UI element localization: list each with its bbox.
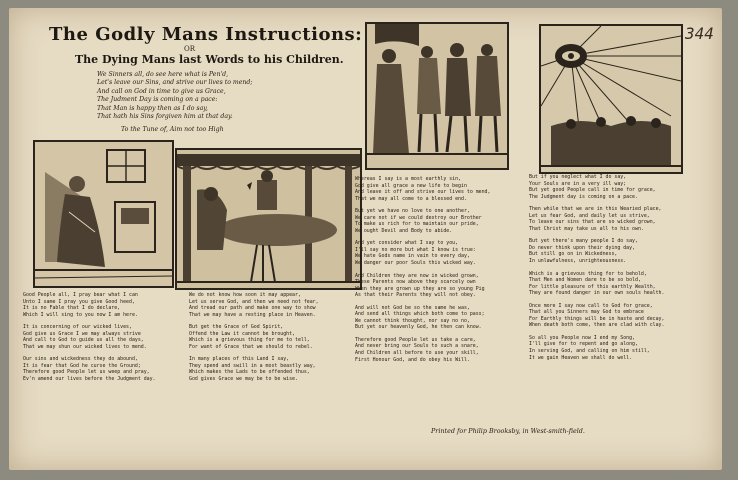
broadside-sheet: [9, 8, 722, 470]
stanza: [355, 337, 521, 363]
verse-line: Which is a grievous thing for to behold,: [529, 270, 647, 277]
verse-line: Which I will sing to you now I am here.: [23, 311, 138, 318]
verse-line: Therefore good People let us take a care,: [355, 336, 476, 343]
stanza: [355, 305, 521, 331]
intro-line: That hath his Sins forgiven him at that day.: [97, 113, 233, 121]
verse-line: When they are grown up they are so young Pig: [355, 285, 485, 292]
verse-line: Unto I same I pray you give Good heed,: [23, 298, 135, 305]
or-line: OR: [184, 45, 196, 53]
verse-column-3: [355, 176, 521, 369]
verse-line: These Parents now above they scarcely own: [355, 279, 476, 286]
verse-column-2: [189, 292, 352, 389]
verse-line: I'll say no more but what I know is true:: [355, 246, 476, 253]
verse-line: In unlawfulness, unrighteousness.: [529, 258, 627, 265]
verse-line: And Children they are now in wicked grown,: [355, 272, 479, 279]
verse-line: We care not if we could destroy our Brother: [355, 214, 482, 221]
verse-line: It is no Fable that I do declare,: [23, 305, 121, 312]
verse-line: For Earthly things will be in haste and decay,: [529, 315, 665, 322]
verse-line: Then while that we are in this Wearied place,: [529, 206, 662, 213]
verse-line: In many places of this Land I say,: [189, 356, 290, 363]
printer-imprint: Printed for Philip Brooksby, in West-smith-field.: [431, 427, 585, 435]
stanza: [23, 356, 186, 382]
verse-line: And leave it off and strive our lives to mend,: [355, 189, 491, 196]
verse-line: God give us Grace I we may always strive: [23, 330, 141, 337]
woodcut-group-figures: [365, 22, 509, 170]
verse-line: But yet we have no love to one another,: [355, 208, 470, 215]
verse-line: Offend the Law it cannot be brought,: [189, 330, 295, 337]
stanza: [189, 292, 352, 318]
verse-line: So all you People now I end my Song,: [529, 334, 635, 341]
intro-verse: [97, 71, 347, 121]
verse-line: To make us rich for to maintain our pride,: [355, 221, 479, 228]
verse-line: It is concerning of our wicked lives,: [23, 324, 132, 331]
verse-line: Ev'n amend our lives before the Judgment day.: [23, 376, 156, 383]
intro-line: We Sinners all, do see here what is Pen'd,: [97, 71, 229, 78]
verse-line: I'll give for to repent and go along,: [529, 341, 638, 348]
stanza: [189, 356, 352, 382]
verse-line: Your Souls are in a very ill way;: [529, 180, 627, 187]
verse-line: But yet there's many people I do say,: [529, 238, 638, 245]
stanza: [529, 303, 709, 329]
verse-line: And call to God to guide us all the days,: [23, 337, 144, 344]
verse-line: Good People all, I pray bear what I can: [23, 292, 138, 298]
stanza: [355, 208, 521, 234]
woodcut-deathbed: [175, 148, 362, 290]
verse-line: Therefore good People let us weep and pray,: [23, 369, 150, 376]
intro-line: And call on God in time to give us Grace,: [97, 87, 226, 95]
verse-line: God give all grace a new life to begin: [355, 182, 467, 189]
verse-line: But yet our heavenly God, he then can know.: [355, 324, 482, 331]
intro-line: That Man is happy then as I do say,: [97, 104, 208, 112]
verse-line: To leave our sins that are so wicked grown,: [529, 219, 656, 226]
stanza: [23, 292, 186, 318]
verse-line: Which is a grievous thing for me to tell,: [189, 337, 310, 344]
verse-line: That we may have a resting place in Heaven.: [189, 311, 316, 318]
verse-line: Our sins and wickedness they do abound,: [23, 356, 138, 363]
verse-line: That all you Sinners may God to embrace: [529, 309, 644, 316]
woodcut-seated-woman: [33, 140, 174, 288]
verse-line: Let us fear God, and daily let us strive,: [529, 212, 650, 219]
verse-line: Once more I say now call to God for grace,: [529, 302, 653, 309]
verse-line: We cannot think thought, nor say no no,: [355, 317, 470, 324]
verse-line: And send all things which both come to pass;: [355, 311, 485, 318]
verse-column-4: [529, 174, 709, 367]
verse-line: We danger our poor Souls this wicked way.: [355, 260, 476, 267]
verse-line: It we gain Heaven we shall do well.: [529, 354, 633, 361]
stanza: [23, 324, 186, 350]
verse-line: That Men and Women dare to be so bold,: [529, 277, 641, 284]
stanza: [529, 238, 709, 264]
intro-line: The Judment Day is coming on a pace:: [97, 96, 218, 104]
page-subtitle: The Dying Mans last Words to his Children.: [75, 53, 344, 66]
verse-line: We hate Gods name in vain to every day,: [355, 253, 470, 260]
verse-line: And never bring our Souls to such a snare,: [355, 343, 479, 350]
verse-line: But get the Grace of God Spirit,: [189, 324, 284, 331]
verse-line: For want of Grace that we should to rebel.: [189, 343, 313, 350]
stanza: [529, 206, 709, 232]
intro-line: Let's leave our Sins, and strive our lives to mend;: [97, 79, 253, 87]
verse-line: That Christ may take us all to his own.: [529, 225, 644, 232]
stanza: [529, 174, 709, 200]
verse-line: In serving God, and calling on him still,: [529, 348, 650, 355]
verse-line: Do never think upon their dying day,: [529, 244, 635, 251]
verse-line: They are found danger in our own souls health.: [529, 290, 665, 297]
verse-line: They spend and swill in a most beastly way,: [189, 362, 316, 369]
stanza: [189, 324, 352, 350]
verse-line: But yet good People call in time for grace,: [529, 187, 656, 194]
verse-line: First Honour God, and do obey his Will.: [355, 356, 470, 363]
stanza: [355, 240, 521, 266]
woodcut-judgment-scene: [539, 24, 683, 174]
verse-line: That we may shun our wicked lives to mend.: [23, 343, 147, 350]
verse-line: Which makes the Lads to be offended thus,: [189, 369, 310, 376]
verse-line: We ought Devil and Body to abide.: [355, 227, 453, 234]
verse-line: The Judgment day is coming on a pace.: [529, 193, 638, 200]
stanza: [355, 176, 521, 202]
stanza: [355, 273, 521, 299]
page-title: The Godly Mans Instructions:: [49, 24, 363, 45]
verse-line: And tread our path and make one way to show: [189, 305, 316, 312]
verse-line: Let us serve God, and then we need not fear,: [189, 298, 319, 305]
page-number: 344: [685, 24, 714, 43]
tune-line: To the Tune of, Aim not too High: [121, 126, 224, 133]
verse-line: As that their Parents they will not obey.: [355, 292, 476, 299]
verse-column-1: [23, 292, 186, 389]
verse-line: And will not God be so the same he was,: [355, 304, 470, 311]
verse-line: But if you neglect what I do say,: [529, 174, 627, 180]
verse-line: And yet consider what I say to you,: [355, 240, 459, 247]
verse-line: We do not know how soon it may appear,: [189, 292, 301, 298]
verse-line: Whereas I say is a most earthly sin,: [355, 176, 461, 182]
stanza: [529, 271, 709, 297]
verse-line: God gives Grace we may be to be wise.: [189, 376, 298, 383]
stanza: [529, 335, 709, 361]
verse-line: And Children all before to use your skill,: [355, 350, 479, 357]
verse-line: But still go on in Wickedness,: [529, 251, 618, 258]
verse-line: That we may all come to a blessed end.: [355, 195, 467, 202]
verse-line: It is fear that God he curse the Ground;: [23, 362, 141, 369]
verse-line: When death both come, then are clad with clay.: [529, 322, 665, 329]
verse-line: For little pleasure of this earthly Wealth,: [529, 283, 656, 290]
